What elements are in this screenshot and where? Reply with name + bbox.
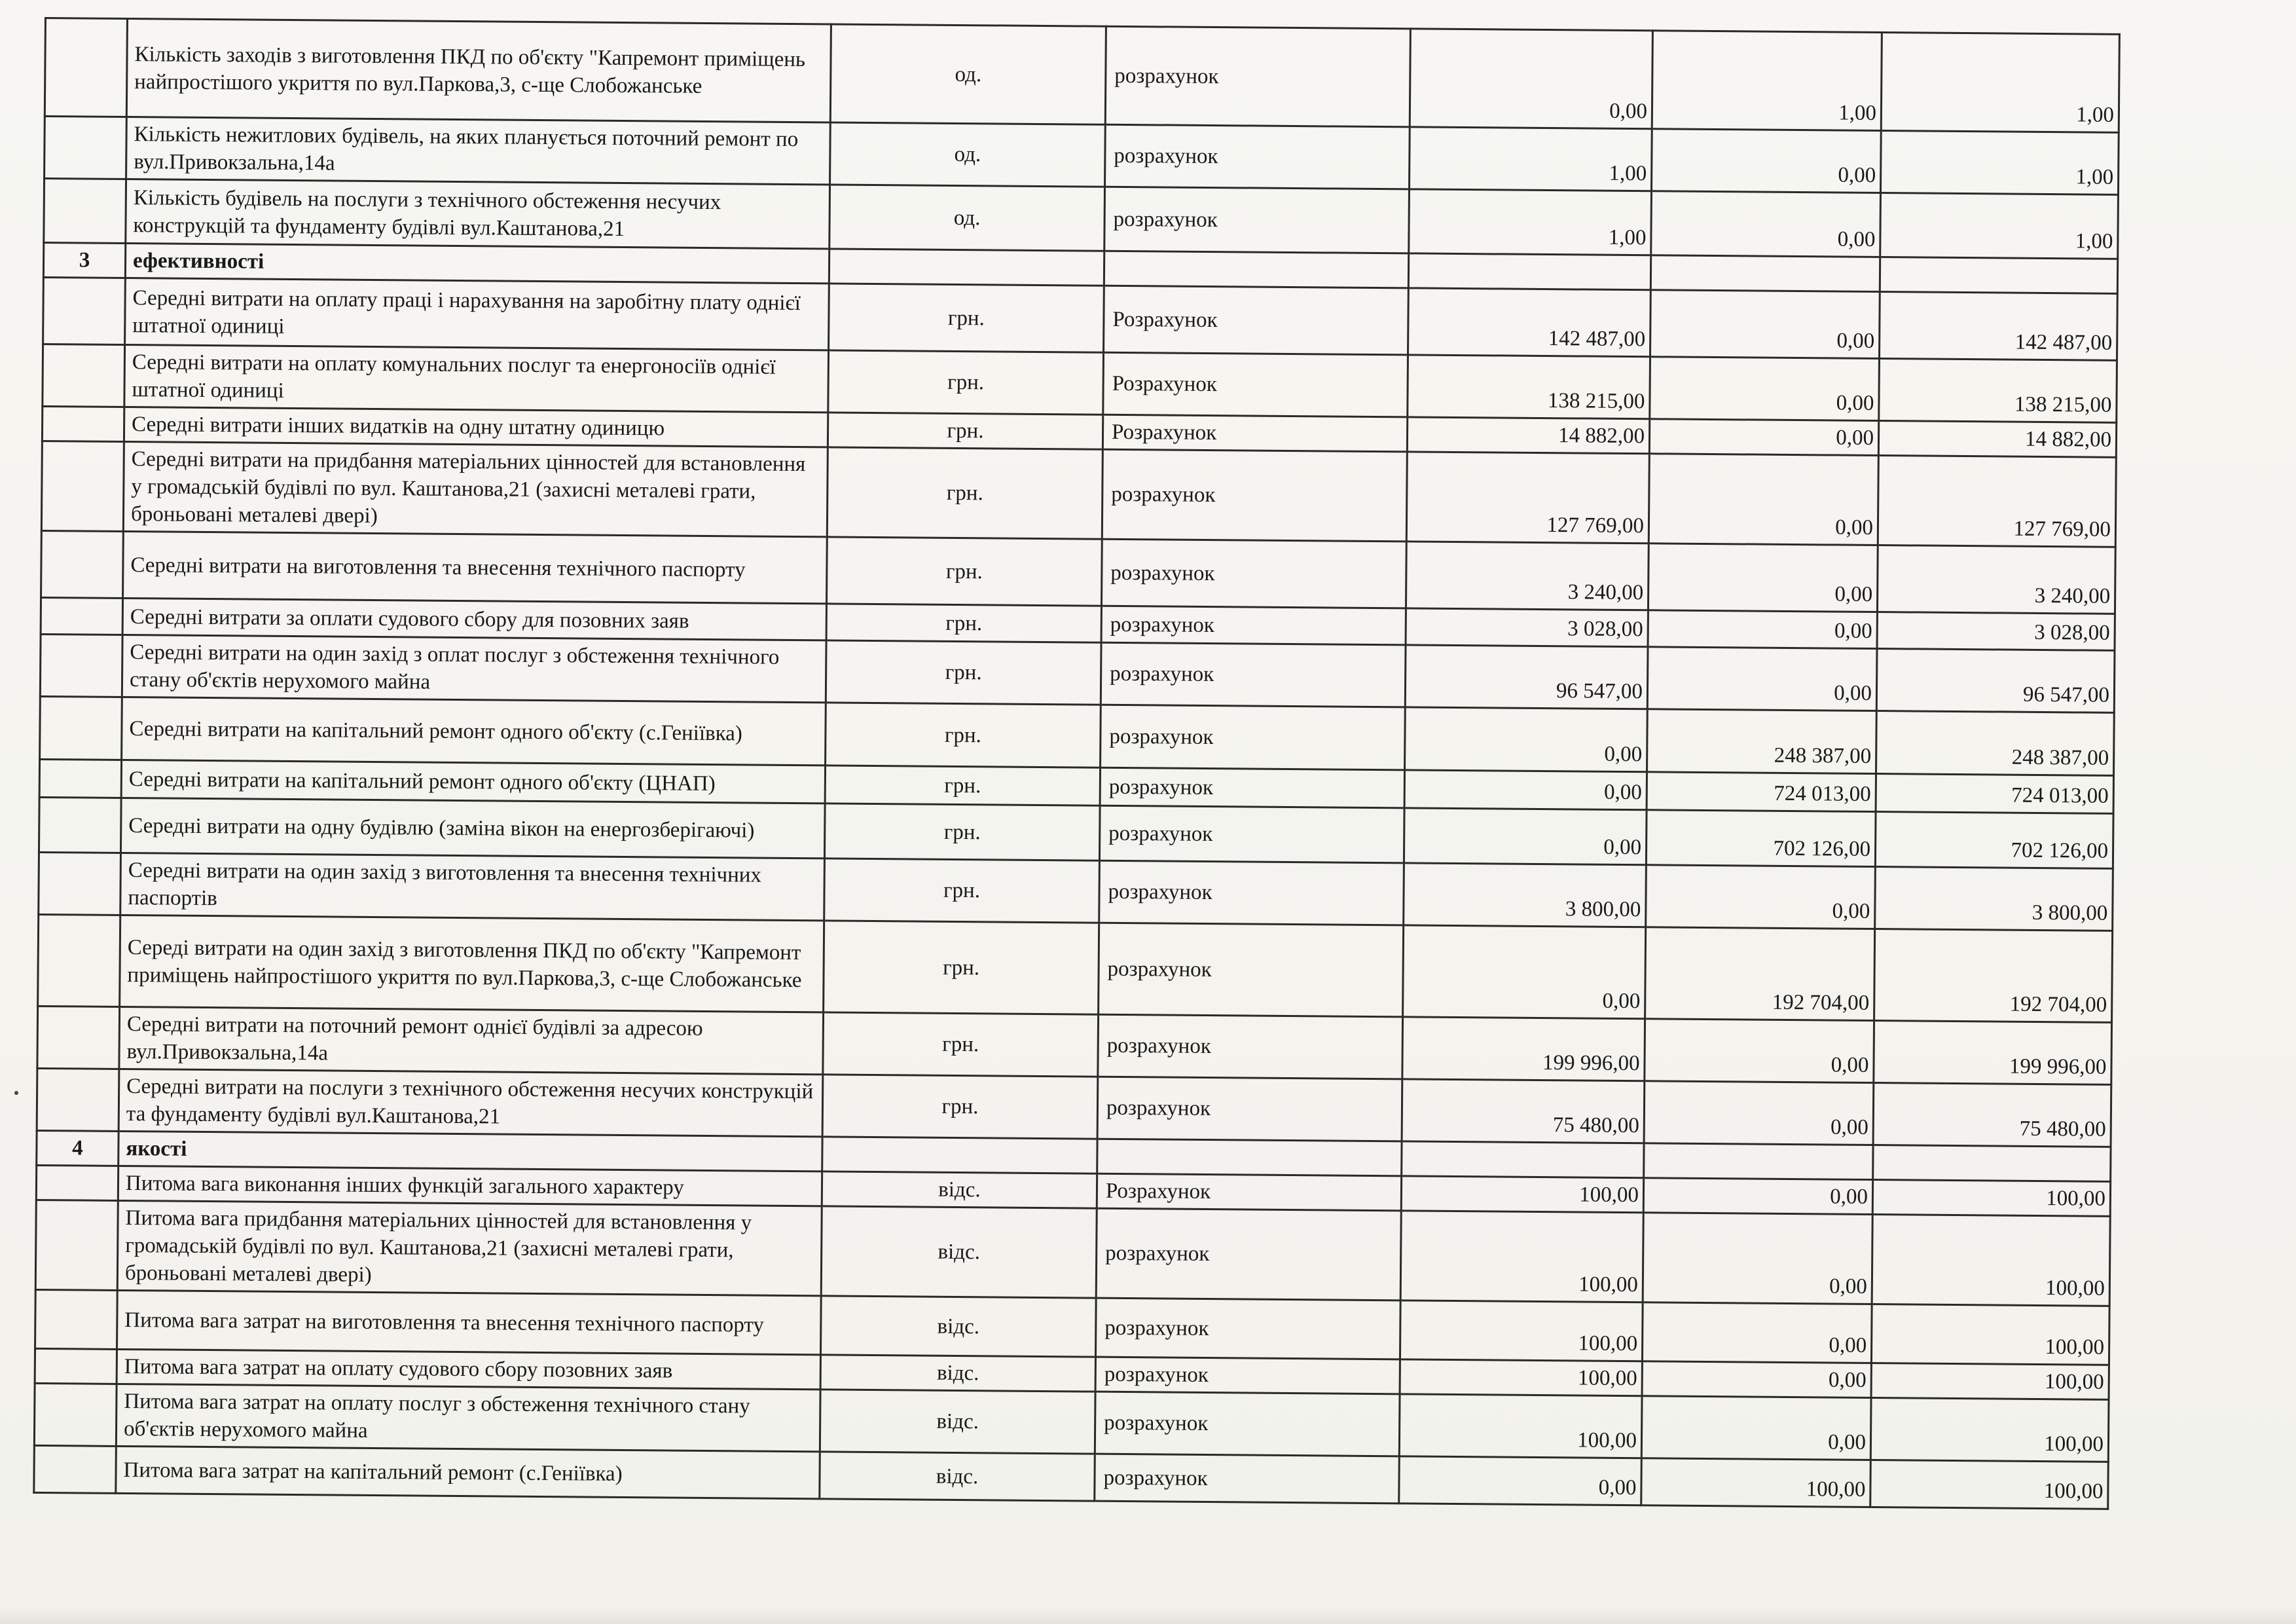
row-number-cell — [41, 597, 122, 635]
value-cell-1: 0,00 — [1405, 707, 1648, 772]
source-cell: Розрахунок — [1097, 1173, 1401, 1211]
value-cell-2: 0,00 — [1651, 191, 1881, 257]
value-total-cell: 96 547,00 — [1876, 649, 2115, 713]
row-number-cell: 4 — [37, 1130, 118, 1166]
table-row — [38, 914, 2113, 1022]
unit-cell: відс. — [821, 1206, 1097, 1298]
row-number-cell — [39, 759, 121, 798]
row-number-cell — [41, 441, 124, 531]
page-bottom-shadow — [0, 1608, 2296, 1624]
indicators-table-wrapper — [33, 17, 2119, 1510]
value-cell-1: 0,00 — [1403, 925, 1646, 1019]
value-cell-1: 100,00 — [1401, 1176, 1643, 1213]
value-total-cell: 3 240,00 — [1877, 545, 2115, 614]
row-number-cell — [35, 1348, 117, 1384]
value-cell-1 — [1408, 253, 1650, 290]
value-cell-2 — [1650, 255, 1880, 292]
indicator-name-cell: Середні витрати на послуги з технічного обстеження несучих конструкцій та фундаменту будівлі вул.Каштанова,21 — [118, 1069, 823, 1136]
unit-cell: од. — [830, 24, 1106, 124]
value-cell-1: 0,00 — [1399, 1456, 1642, 1505]
source-cell: розрахунок — [1095, 1454, 1400, 1504]
source-cell — [1097, 1139, 1402, 1176]
source-cell: розрахунок — [1096, 1208, 1401, 1301]
value-total-cell: 192 704,00 — [1874, 929, 2113, 1022]
unit-cell: відс. — [820, 1390, 1095, 1454]
indicator-name-cell: Середні витрати на одну будівлю (заміна вікон на енергозберігаючі) — [120, 798, 825, 858]
unit-cell: грн. — [824, 803, 1100, 860]
value-cell-1: 127 769,00 — [1406, 452, 1649, 544]
source-cell: розрахунок — [1104, 187, 1410, 253]
value-cell-2: 0,00 — [1643, 1213, 1872, 1304]
unit-cell — [829, 249, 1104, 286]
value-cell-2: 0,00 — [1650, 290, 1880, 359]
value-cell-2: 0,00 — [1648, 544, 1878, 612]
value-cell-1: 0,00 — [1410, 29, 1652, 129]
value-cell-2: 0,00 — [1642, 1361, 1871, 1398]
row-number-cell — [45, 117, 127, 179]
value-cell-1: 0,00 — [1404, 770, 1647, 810]
indicator-name-cell: ефективності — [125, 243, 829, 283]
unit-cell: грн. — [829, 284, 1104, 352]
source-cell: Розрахунок — [1103, 352, 1408, 417]
value-cell-2: 0,00 — [1642, 1302, 1872, 1363]
value-cell-2: 0,00 — [1649, 454, 1878, 545]
row-number-cell — [42, 406, 124, 441]
row-number-cell — [39, 852, 121, 915]
row-number-cell — [35, 1200, 118, 1290]
source-cell: розрахунок — [1097, 1077, 1402, 1141]
indicator-name-cell: Середні витрати за оплати судового сбору для позовних заяв — [122, 598, 826, 640]
row-number-cell — [45, 18, 127, 117]
source-cell — [1104, 251, 1408, 288]
row-number-cell — [38, 914, 120, 1006]
value-cell-1: 75 480,00 — [1402, 1079, 1645, 1143]
indicator-name-cell: Середі витрати на один захід з виготовлення ПКД по об'єкту "Капремонт приміщень найпростішого укриття по вул.Паркова,3, с-ще Слобожанське — [120, 915, 824, 1012]
unit-cell: грн. — [826, 640, 1101, 705]
indicator-name-cell: Питома вага затрат на виготовлення та внесення технічного паспорту — [117, 1290, 822, 1354]
unit-cell: грн. — [822, 1075, 1098, 1139]
row-number-cell — [44, 179, 126, 244]
indicator-name-cell: Питома вага придбання матеріальних цінностей для встановлення у громадській будівлі по вул. Каштанова,21 (захисні металеві грати, броньовані металеві двері) — [117, 1200, 822, 1295]
unit-cell: грн. — [823, 1012, 1099, 1077]
indicator-name-cell: Середні витрати на придбання матеріальних цінностей для встановлення у громадській будівлі по вул. Каштанова,21 (захисні металеві грати, броньовані металеві двері) — [123, 441, 828, 536]
source-cell: розрахунок — [1095, 1298, 1400, 1359]
value-total-cell: 127 769,00 — [1878, 456, 2116, 547]
value-cell-2: 0,00 — [1647, 647, 1877, 711]
value-cell-1: 3 800,00 — [1404, 863, 1647, 927]
source-cell: Розрахунок — [1102, 415, 1407, 452]
value-total-cell: 724 013,00 — [1876, 774, 2113, 814]
indicator-name-cell: Кількість будівель на послуги з технічного обстеження несучих конструкцій та фундаменту будівлі вул.Каштанова,21 — [126, 179, 830, 248]
value-cell-1: 138 215,00 — [1408, 355, 1650, 419]
row-number-cell — [43, 277, 126, 344]
source-cell: розрахунок — [1101, 539, 1406, 608]
value-total-cell: 100,00 — [1872, 1179, 2110, 1216]
row-number-cell — [35, 1289, 118, 1349]
source-cell: розрахунок — [1101, 705, 1406, 770]
unit-cell: відс. — [820, 1452, 1095, 1501]
source-cell: розрахунок — [1099, 860, 1404, 925]
value-total-cell: 702 126,00 — [1875, 812, 2113, 869]
indicator-name-cell: Питома вага затрат на капітальний ремонт (с.Геніївка) — [116, 1446, 820, 1498]
value-cell-2: 702 126,00 — [1646, 810, 1876, 867]
value-cell-2: 0,00 — [1646, 865, 1876, 929]
indicator-name-cell: Середні витрати на оплату праці і нарахування на заробітну плату однієї штатної одиниці — [125, 278, 829, 350]
value-cell-2: 0,00 — [1641, 1396, 1871, 1460]
unit-cell: грн. — [825, 766, 1100, 805]
source-cell: розрахунок — [1102, 449, 1407, 542]
value-total-cell: 100,00 — [1870, 1397, 2109, 1462]
value-total-cell: 14 882,00 — [1878, 421, 2116, 458]
source-cell: розрахунок — [1095, 1392, 1400, 1456]
value-cell-1: 3 028,00 — [1406, 608, 1648, 647]
value-cell-2: 724 013,00 — [1647, 772, 1876, 812]
unit-cell: од. — [830, 122, 1106, 187]
source-cell: розрахунок — [1099, 923, 1404, 1017]
indicators-table — [33, 17, 2121, 1510]
unit-cell: грн. — [827, 447, 1102, 539]
value-cell-1: 100,00 — [1400, 1301, 1643, 1361]
indicator-name-cell: Середні витрати на поточний ремонт однієї будівлі за адресою вул.Привокзальна,14а — [119, 1006, 824, 1074]
value-cell-1: 96 547,00 — [1405, 645, 1648, 709]
value-total-cell: 100,00 — [1871, 1304, 2109, 1365]
indicator-name-cell: Середні витрати на капітальний ремонт одного об'єкту (с.Геніївка) — [122, 697, 826, 765]
value-cell-1: 1,00 — [1409, 127, 1652, 191]
source-cell: розрахунок — [1098, 1014, 1403, 1079]
row-number-cell — [40, 696, 122, 760]
unit-cell: грн. — [828, 413, 1102, 449]
value-cell-1: 1,00 — [1409, 189, 1652, 255]
indicator-name-cell: Питома вага затрат на оплату судового сбору позовних заяв — [117, 1349, 820, 1389]
source-cell: розрахунок — [1105, 124, 1410, 189]
value-cell-2: 192 704,00 — [1645, 927, 1875, 1021]
indicator-name-cell: Питома вага затрат на оплату послуг з обстеження технічного стану об'єктів нерухомого майна — [116, 1384, 820, 1451]
value-total-cell: 199 996,00 — [1874, 1020, 2112, 1084]
unit-cell: відс. — [820, 1355, 1095, 1392]
value-total-cell — [1880, 257, 2117, 294]
value-cell-1: 0,00 — [1404, 808, 1647, 865]
value-total-cell: 100,00 — [1871, 1363, 2109, 1399]
indicator-name-cell: Середні витрати на капітальний ремонт одного об'єкту (ЦНАП) — [121, 760, 825, 803]
unit-cell: грн. — [824, 921, 1099, 1014]
unit-cell: грн. — [828, 350, 1104, 415]
unit-cell: грн. — [826, 604, 1101, 642]
indicator-name-cell: якості — [118, 1131, 822, 1171]
source-cell: розрахунок — [1105, 26, 1410, 127]
row-number-cell — [41, 530, 124, 598]
value-total-cell: 1,00 — [1880, 131, 2119, 195]
source-cell: розрахунок — [1101, 606, 1406, 645]
value-cell-1: 100,00 — [1400, 1211, 1643, 1302]
row-number-cell — [40, 634, 122, 697]
value-cell-2: 0,00 — [1651, 129, 1881, 193]
indicator-name-cell: Питома вага виконання інших функцій загального характеру — [118, 1166, 822, 1206]
row-number-cell — [39, 797, 121, 853]
value-cell-2: 248 387,00 — [1647, 709, 1877, 774]
row-number-cell — [34, 1383, 117, 1446]
unit-cell: грн. — [827, 537, 1102, 606]
indicator-name-cell: Середні витрати інших видатків на одну штатну одиницю — [124, 407, 828, 447]
indicator-name-cell: Середні витрати на один захід з оплат послуг з обстеження технічного стану об'єктів нерухомого майна — [122, 635, 826, 702]
value-cell-1 — [1402, 1141, 1644, 1178]
indicator-name-cell: Кількість заходів з виготовлення ПКД по об'єкту "Капремонт приміщень найпростішого укриття по вул.Паркова,3, с-ще Слобожанське — [126, 18, 831, 122]
row-number-cell — [34, 1445, 117, 1493]
value-total-cell: 142 487,00 — [1879, 292, 2117, 361]
value-cell-1: 100,00 — [1400, 1359, 1642, 1396]
value-cell-2: 0,00 — [1644, 1081, 1874, 1145]
value-total-cell: 138 215,00 — [1879, 359, 2117, 423]
source-cell: розрахунок — [1101, 642, 1406, 707]
row-number-cell — [43, 344, 125, 407]
value-total-cell: 75 480,00 — [1873, 1082, 2111, 1147]
value-cell-2: 100,00 — [1641, 1458, 1871, 1507]
value-total-cell: 100,00 — [1872, 1214, 2110, 1306]
value-cell-1: 142 487,00 — [1408, 288, 1651, 357]
row-number-cell — [37, 1006, 120, 1069]
unit-cell: од. — [829, 185, 1105, 251]
row-number-cell — [36, 1165, 118, 1200]
indicator-name-cell: Середні витрати на оплату комунальних послуг та енергоносіїв однієї штатної одиниці — [124, 344, 829, 412]
unit-cell: відс. — [822, 1172, 1097, 1208]
value-cell-2: 0,00 — [1645, 1019, 1874, 1083]
source-cell: Розрахунок — [1104, 286, 1409, 355]
indicator-name-cell: Середні витрати на один захід з виготовлення та внесення технічних паспортів — [120, 853, 825, 920]
source-cell: розрахунок — [1099, 805, 1404, 863]
source-cell: розрахунок — [1095, 1357, 1400, 1394]
table-row — [41, 441, 2116, 547]
indicator-name-cell: Середні витрати на виготовлення та внесення технічного паспорту — [123, 531, 828, 603]
value-cell-1: 14 882,00 — [1407, 417, 1649, 454]
value-total-cell: 1,00 — [1880, 193, 2119, 259]
value-cell-2 — [1644, 1143, 1873, 1180]
indicators-table-body — [34, 18, 2120, 1509]
value-total-cell: 3 028,00 — [1877, 612, 2115, 651]
unit-cell: відс. — [820, 1296, 1096, 1357]
table-row — [45, 18, 2119, 133]
row-number-cell — [37, 1068, 119, 1131]
value-cell-2: 0,00 — [1650, 357, 1880, 421]
value-total-cell: 248 387,00 — [1876, 711, 2115, 776]
scan-speck — [14, 1091, 18, 1095]
source-cell: розрахунок — [1100, 767, 1404, 808]
value-cell-1: 199 996,00 — [1402, 1017, 1645, 1081]
value-total-cell: 1,00 — [1881, 33, 2119, 133]
value-cell-1: 100,00 — [1399, 1394, 1642, 1458]
value-total-cell — [1873, 1145, 2111, 1181]
value-total-cell: 3 800,00 — [1875, 867, 2113, 931]
unit-cell: грн. — [824, 858, 1100, 923]
value-total-cell: 100,00 — [1870, 1460, 2109, 1509]
table-row — [35, 1200, 2110, 1306]
value-cell-2: 1,00 — [1652, 31, 1882, 131]
row-number-cell: 3 — [43, 243, 125, 278]
unit-cell: грн. — [826, 703, 1101, 767]
unit-cell — [822, 1137, 1097, 1173]
indicator-name-cell: Кількість нежитлових будівель, на яких планується поточний ремонт по вул.Привокзальна,14а — [126, 117, 831, 184]
value-cell-2: 0,00 — [1643, 1178, 1872, 1215]
value-cell-2: 0,00 — [1649, 419, 1878, 456]
value-cell-1: 3 240,00 — [1406, 542, 1649, 610]
value-cell-2: 0,00 — [1648, 610, 1877, 649]
